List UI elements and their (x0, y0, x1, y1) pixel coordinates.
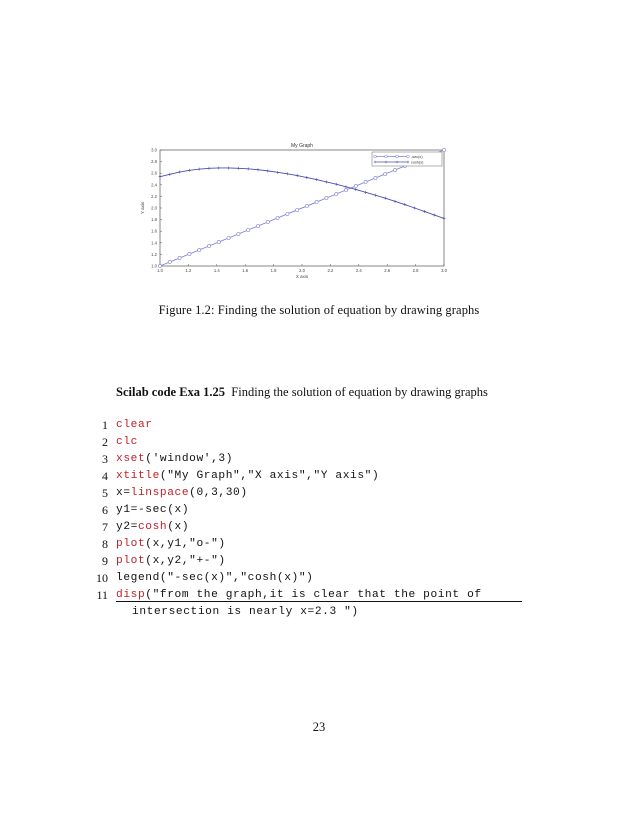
data-point (442, 148, 445, 151)
data-point (276, 216, 279, 219)
x-tick-label: 1.4 (213, 268, 220, 273)
code-line (88, 468, 528, 485)
code-title-text: Finding the solution of equation by drawing graphs (231, 385, 488, 399)
y-tick-label: 2.4 (151, 182, 157, 188)
code-keyword: clear (116, 419, 153, 431)
code-text (116, 417, 153, 434)
legend-box (372, 152, 442, 166)
y-tick-label: 2.0 (151, 205, 157, 211)
x-tick-label: 2.6 (384, 268, 391, 273)
code-line (88, 570, 528, 587)
x-tick-label: 3.0 (441, 268, 447, 273)
line-number: 2 (102, 435, 108, 449)
line-number: 3 (102, 452, 108, 466)
code-title-bold: Scilab code Exa 1.25 (116, 385, 226, 399)
code-text (116, 451, 233, 468)
data-point (217, 240, 220, 243)
data-point (198, 248, 201, 251)
data-point (207, 244, 210, 247)
line-number: 4 (102, 469, 108, 483)
code-keyword: plot (116, 555, 146, 567)
figure-caption: Figure 1.2: Finding the solution of equation by drawing graphs (158, 303, 480, 317)
x-tick-label: 2.4 (355, 268, 362, 273)
code-line-continuation (88, 604, 528, 621)
line-number: 5 (102, 486, 108, 500)
code-line (88, 502, 528, 519)
data-point (315, 200, 318, 203)
line-number: 11 (96, 588, 108, 602)
code-text (116, 434, 138, 451)
code-line (88, 451, 528, 468)
x-tick-label: 1.6 (242, 268, 249, 273)
y-tick-label: 1.0 (151, 263, 157, 269)
code-text (116, 502, 189, 519)
code-keyword: cosh (137, 521, 168, 533)
legend-marker (396, 155, 399, 158)
y-tick-label: 3.0 (151, 147, 157, 153)
code-text (116, 519, 189, 536)
data-point (344, 188, 347, 191)
data-point (227, 236, 230, 239)
code-listing (88, 417, 528, 621)
code-line (88, 485, 528, 502)
legend-marker (407, 155, 410, 158)
data-point (286, 212, 289, 215)
line-number: 8 (102, 537, 108, 551)
x-tick-label: 2.0 (299, 268, 305, 273)
data-point (384, 172, 387, 175)
code-text (116, 536, 226, 553)
line-number: 1 (102, 418, 108, 432)
code-token: (x,y2,"+-") (145, 555, 226, 567)
data-point (364, 180, 367, 183)
data-point (247, 228, 250, 231)
data-point (266, 220, 269, 223)
x-tick-label: 1.8 (270, 268, 277, 273)
chart (138, 138, 448, 284)
data-point (158, 264, 161, 267)
line-number: 7 (102, 520, 108, 534)
code-line (88, 553, 528, 570)
data-point (296, 208, 299, 211)
code-text: intersection is nearly x=2.3 ") (132, 606, 359, 618)
code-text (116, 553, 226, 570)
code-title (116, 385, 488, 400)
code-token: ('window',3) (145, 453, 234, 465)
code-line (88, 536, 528, 553)
code-token: x= (116, 487, 131, 499)
y-tick-label: 2.2 (151, 193, 157, 199)
data-point (374, 176, 377, 179)
data-point (393, 168, 396, 171)
y-tick-label: 1.2 (151, 251, 157, 257)
x-tick-label: 2.2 (327, 268, 334, 273)
code-keyword: clc (116, 436, 138, 448)
legend-marker (385, 155, 388, 158)
line-number: 10 (96, 571, 108, 585)
x-tick-label: 1.0 (157, 268, 163, 273)
data-point (178, 256, 181, 259)
code-token: (x,y1,"o-") (145, 538, 226, 550)
data-point (237, 232, 240, 235)
legend-marker (374, 155, 377, 158)
code-token: y2= (116, 521, 138, 533)
line-number: 6 (102, 503, 108, 517)
code-keyword: linspace (130, 487, 190, 499)
data-point (256, 224, 259, 227)
code-end-rule (116, 601, 522, 602)
data-point (305, 204, 308, 207)
code-keyword: xset (116, 453, 146, 465)
code-token: (x) (167, 521, 190, 533)
y-axis-label: Y axis (140, 201, 145, 215)
y-tick-label: 1.4 (151, 240, 157, 246)
x-tick-label: 1.2 (185, 268, 192, 273)
line-number: 9 (102, 554, 108, 568)
code-token: legend("-sec(x)","cosh(x)") (116, 572, 314, 584)
code-text (116, 485, 248, 502)
x-tick-label: 2.8 (412, 268, 419, 273)
data-point (188, 252, 191, 255)
figure-1-2 (138, 138, 448, 284)
code-line (88, 519, 528, 536)
data-point (354, 184, 357, 187)
x-axis-label: X axis (295, 274, 309, 279)
y-tick-label: 1.8 (151, 217, 157, 223)
code-text (116, 570, 313, 587)
code-token: ("My Graph","X axis","Y axis") (159, 470, 380, 482)
code-token: y1=-sec(x) (116, 504, 190, 516)
code-token: ("from the graph,it is clear that the point of (145, 589, 482, 601)
legend-label: -sec(x) (411, 154, 423, 159)
y-tick-label: 1.6 (151, 228, 157, 234)
code-keyword: disp (116, 589, 146, 601)
code-keyword: xtitle (116, 470, 160, 482)
data-point (168, 260, 171, 263)
page-number: 23 (312, 720, 326, 734)
chart-title: My Graph (291, 143, 313, 149)
y-tick-label: 2.6 (151, 170, 157, 176)
code-token: (0,3,30) (189, 487, 248, 499)
legend-label: cosh(x) (411, 160, 424, 165)
code-keyword: plot (116, 538, 146, 550)
code-line (88, 434, 528, 451)
data-point (335, 192, 338, 195)
data-point (325, 196, 328, 199)
code-text (116, 468, 379, 485)
y-tick-label: 2.8 (151, 159, 157, 165)
code-line (88, 417, 528, 434)
